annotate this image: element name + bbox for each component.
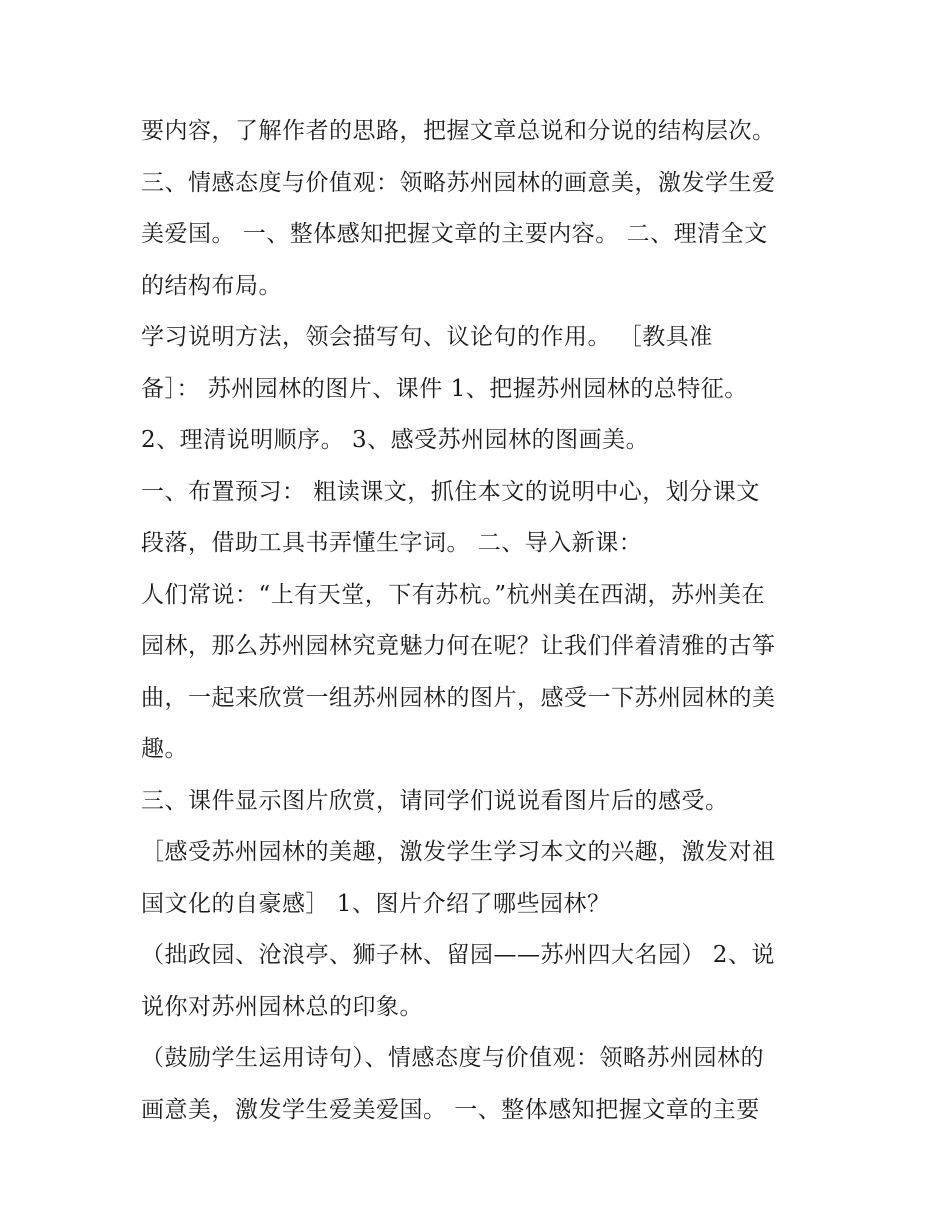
text-line: 2、理清说明顺序。 3、感受苏州园林的图画美。 (141, 427, 650, 453)
text-line: 三、课件显示图片欣赏，请同学们说说看图片后的感受。 (141, 787, 729, 814)
text-line: 说你对苏州园林总的印象。 (141, 993, 423, 1020)
document-body (141, 106, 821, 1136)
text-line: 画意美，激发学生爱美爱国。 一、整体感知把握文章的主要 (141, 1096, 760, 1123)
text-line: 一、布置预习： 粗读课文，抓住本文的说明中心，划分课文 (141, 478, 760, 505)
text-line: 国文化的自豪感］ 1、图片介绍了哪些园林？ (141, 890, 611, 917)
text-line: 的结构布局。 (141, 272, 282, 299)
text-line: 要内容，了解作者的思路，把握文章总说和分说的结构层次。 (141, 118, 776, 144)
text-line: 美爱国。 一、整体感知把握文章的主要内容。 二、理清全文 (141, 221, 768, 247)
text-line: （拙政园、沧浪亭、狮子林、留园——苏州四大名园） 2、说 (141, 942, 775, 968)
text-line: 趣。 (141, 736, 188, 762)
text-line: ［感受苏州园林的美趣，激发学生学习本文的兴趣，激发对祖 (141, 839, 776, 865)
text-line: 备］： 苏州园林的图片、课件 1、把握苏州园林的总特征。 (141, 375, 748, 402)
text-line: 园林，那么苏州园林究竟魅力何在呢？让我们伴着清雅的古筝 (141, 633, 776, 659)
text-line: 三、情感态度与价值观：领略苏州园林的画意美，激发学生爱 (141, 169, 776, 196)
text-line: 学习说明方法，领会描写句、议论句的作用。 ［教具准 (141, 324, 713, 350)
text-line: 人们常说：“上有天堂，下有苏杭。”杭州美在西湖，苏州美在 (141, 581, 766, 608)
text-line: 段落，借助工具书弄懂生字词。 二、导入新课： (141, 530, 643, 556)
text-line: 曲，一起来欣赏一组苏州园林的图片，感受一下苏州园林的美 (141, 684, 776, 711)
text-line: （鼓励学生运用诗句）、情感态度与价值观：领略苏州园林的 (141, 1045, 764, 1071)
